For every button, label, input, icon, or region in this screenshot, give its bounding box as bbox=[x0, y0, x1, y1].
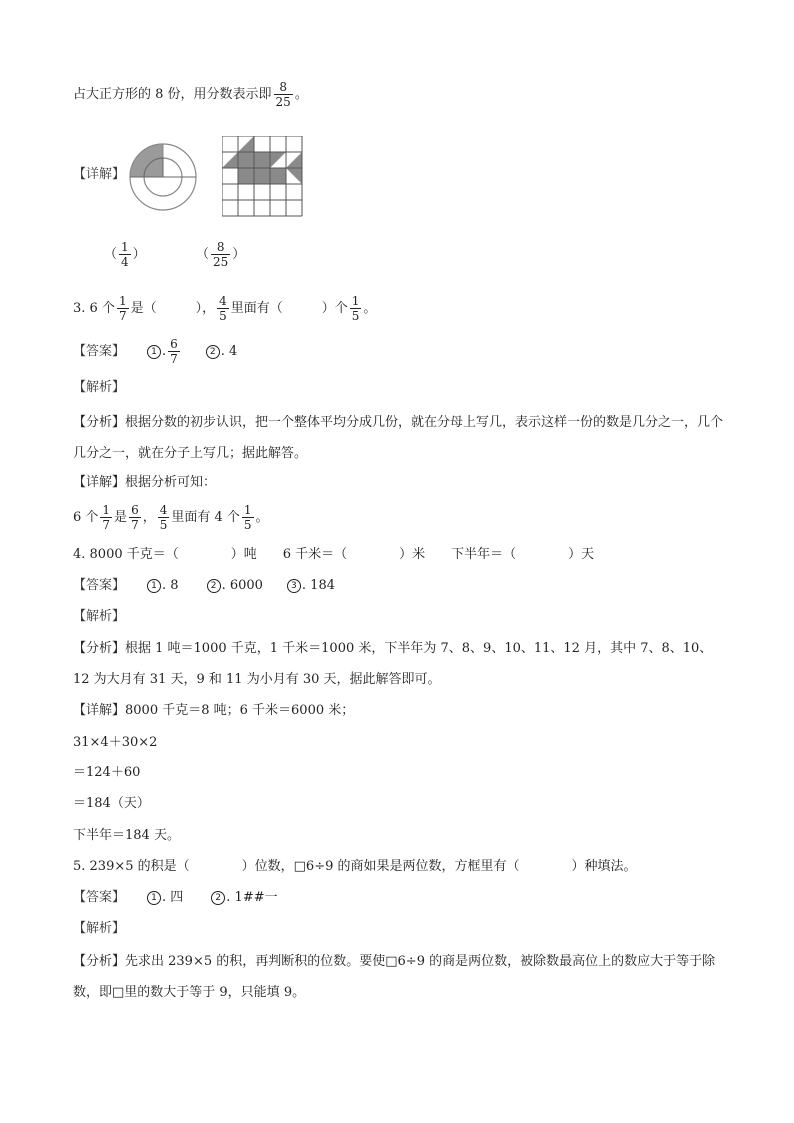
analysis-label-5: 【解析】 bbox=[73, 921, 126, 936]
question-3: 3. 6 个 $\frac{1}{7}$ 是（ ）， $\frac{4}{5}$ 里面有（ ）个 $\frac{1}{5}$ 。 bbox=[73, 294, 377, 323]
answer-row-4: 【答案】 1 . 8 2 . 6000 3 . 184 bbox=[73, 578, 335, 593]
detail-text-3: 【详解】根据分析可知： bbox=[73, 475, 217, 490]
fraction: $\frac{8}{25}$ bbox=[275, 80, 291, 109]
detail-text-4: 【详解】8000 千克＝8 吨；6 千米＝6000 米； bbox=[73, 703, 355, 718]
analysis-text-4: 【分析】根据 1 吨＝1000 千克，1 千米＝1000 米，下半年为 7、8、9、10、11、12 月，其中 7、8、10、12 为大月有 31 天，9 和 11 为小月有 30 天，据此解答即可。 bbox=[73, 641, 713, 687]
figure-answer-1: （ $\frac{1}{4}$ ） bbox=[104, 240, 146, 269]
detail-label: 【详解】 bbox=[73, 167, 126, 182]
top-line-text: 占大正方形的 8 份，用分数表示即 bbox=[73, 87, 272, 102]
calc-line-2: ＝124＋60 bbox=[73, 765, 141, 780]
analysis-text-3: 【分析】根据分数的初步认识，把一个整体平均分成几份，就在分母上写几，表示这样一份的数是几分之一，几个几分之一，就在分子上写几；据此解答。 bbox=[73, 415, 724, 461]
analysis-label-4: 【解析】 bbox=[73, 609, 126, 624]
answer-row-3: 【答案】 1 . $\frac{6}{7}$ 2 . 4 bbox=[73, 337, 238, 366]
question-4: 4. 8000 千克＝（ ）吨 6 千米＝（ ）米 下半年＝（ ）天 bbox=[73, 547, 595, 562]
calc-line-3: ＝184（天） bbox=[73, 796, 150, 811]
circle-figure bbox=[128, 142, 198, 212]
grid-figure bbox=[222, 136, 304, 218]
figure-answer-2: （ $\frac{8}{25}$ ） bbox=[196, 240, 246, 269]
question-5: 5. 239×5 的积是（ ）位数，□6÷9 的商如果是两位数，方框里有（ ）种填法。 bbox=[73, 859, 637, 874]
answer-row-5: 【答案】 1 . 四 2 . 1##一 bbox=[73, 890, 278, 905]
top-line: 占大正方形的 8 份，用分数表示即 $\frac{8}{25}$ 。 bbox=[73, 80, 308, 109]
analysis-text-5: 【分析】先求出 239×5 的积，再判断积的位数。要使□6÷9 的商是两位数，被除数最高位上的数应大于等于除数，即□里的数大于等于 9，只能填 9。 bbox=[73, 954, 716, 1000]
detail-calc-3: 6 个 $\frac{1}{7}$ 是 $\frac{6}{7}$ ， $\frac{4}{5}$ 里面有 4 个 $\frac{1}{5}$ 。 bbox=[73, 503, 269, 532]
analysis-label-3: 【解析】 bbox=[73, 380, 126, 395]
calc-line-4: 下半年＝184 天。 bbox=[73, 828, 180, 843]
calc-line-1: 31×4＋30×2 bbox=[73, 735, 158, 750]
